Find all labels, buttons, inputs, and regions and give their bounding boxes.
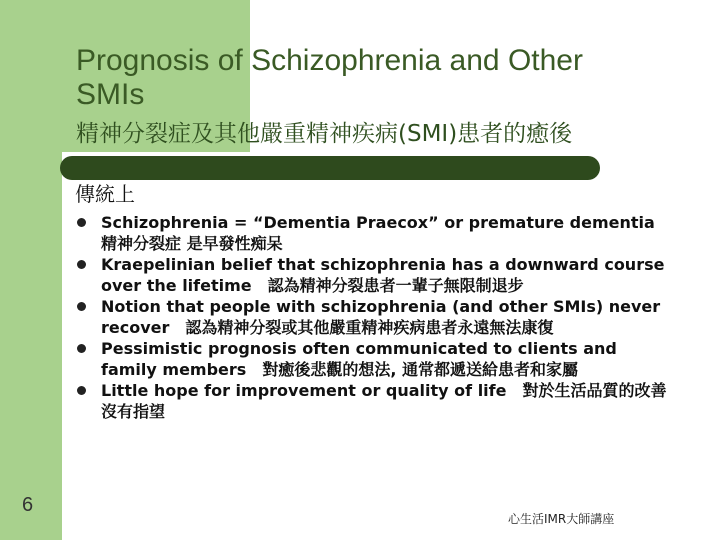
bullet-dot-icon	[77, 386, 86, 395]
bullet-list	[75, 212, 675, 422]
bullet-item	[75, 212, 675, 254]
footer-text: 心生活IMR大師講座	[508, 512, 615, 526]
section-heading: 傳統上	[75, 182, 135, 206]
bullet-text: Pessimistic prognosis often communicated to clients and family members 對癒後悲觀的想法, 通常都遞送給患者和家屬	[101, 339, 617, 379]
slide-subtitle-chinese: 精神分裂症及其他嚴重精神疾病(SMI)患者的癒後	[76, 121, 573, 147]
bullet-text: Kraepelinian belief that schizophrenia has a downward course over the lifetime 認為精神分裂患者一輩子無限制退步	[101, 255, 665, 295]
title-area	[62, 0, 662, 152]
bullet-dot-icon	[77, 260, 86, 269]
bullet-item	[75, 338, 675, 380]
bullet-dot-icon	[77, 302, 86, 311]
bullet-item	[75, 296, 675, 338]
bullet-dot-icon	[77, 344, 86, 353]
bullet-item	[75, 254, 675, 296]
bullet-dot-icon	[77, 218, 86, 227]
slide-title: Prognosis of Schizophrenia and Other SMIs	[76, 44, 583, 111]
bullet-item	[75, 380, 675, 422]
page-number: 6	[22, 494, 34, 516]
bullet-text: Schizophrenia = “Dementia Praecox” or premature dementia 精神分裂症 是早發性痴呆	[101, 213, 671, 253]
title-divider-bar	[60, 156, 600, 180]
bullet-text: Little hope for improvement or quality of life 對於生活品質的改善沒有指望	[101, 381, 667, 421]
left-decorative-panel	[0, 0, 62, 540]
slide-content	[75, 180, 675, 422]
bullet-text: Notion that people with schizophrenia (and other SMIs) never recover 認為精神分裂或其他嚴重精神疾病患者永遠無法康復	[101, 297, 661, 337]
